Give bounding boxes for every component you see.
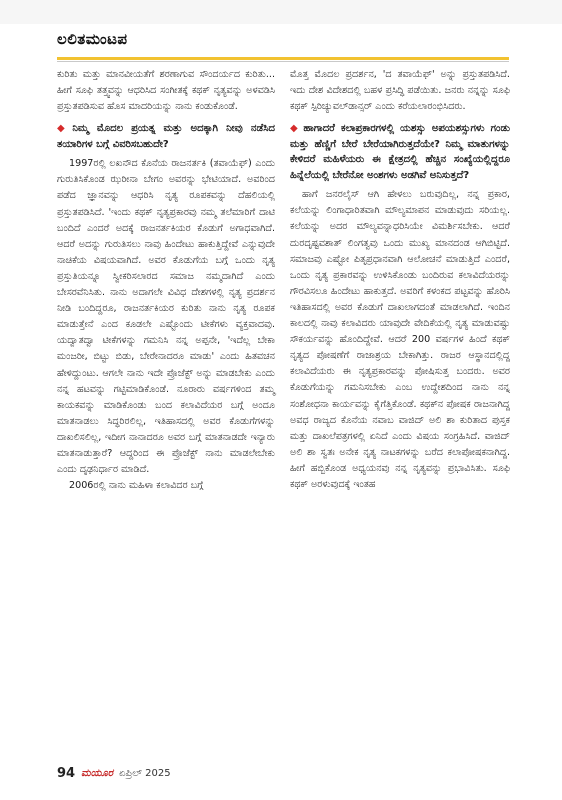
- page-footer: [57, 766, 171, 781]
- left-paragraph-2: 1997ರಲ್ಲಿ ಲಖನೌದ ಕೊನೆಯ ರಾಜನರ್ತಕಿ (ತವಾಯೆಫ್) ಎಂದು ಗುರುತಿಸಿಕೊಂಡ ಝರೀನಾ ಬೇಗಂ ಅವರನ್ನು ಭೇಟಿಯಾದೆ. ಅವರಿಂದ ಪಡೆದ ಜ್ಞಾನವನ್ನು ಆಧರಿಸಿ ನೃತ್ಯ ರೂಪಕವನ್ನು ದೆಹಲಿಯಲ್ಲಿ ಪ್ರಸ್ತುತಪಡಿಸಿದೆ. 'ಇಂದು ಕಥಕ್ ನೃತ್ಯಪ್ರಕಾರವು ನಮ್ಮ ತಲೆಮಾರಿಗೆ ದಾಟಿ ಬಂದಿದೆ ಎಂದರೆ ಅದಕ್ಕೆ ರಾಜನರ್ತಕಿಯರ ಕೊಡುಗೆ ಅಗಾಧವಾಗಿದೆ. ಆದರೆ ಅದನ್ನು ಗುರುತಿಸಲು ನಾವು ಹಿಂದೇಟು ಹಾಕುತ್ತಿದ್ದೇವೆ ಎನ್ನುವುದೇ ನಾಚಿಕೆಯ ವಿಷಯವಾಗಿದೆ. ಅವರ ಕೊಡುಗೆಯ ಬಗ್ಗೆ ಒಂದು ನೃತ್ಯ ಪ್ರಸ್ತುತಿಯನ್ನೂ ಸ್ವೀಕರಿಸಲಾರದ ಸಮಾಜ ನಮ್ಮದಾಗಿದೆ ಎಂದು ಬೇಸರವೆನಿಸಿತು. ನಾನು ಅದಾಗಲೇ ವಿವಿಧ ದೇಶಗಳಲ್ಲಿ ನೃತ್ಯ ಪ್ರದರ್ಶನ ನೀಡಿ ಬಂದಿದ್ದರೂ, ರಾಜನರ್ತಕಿಯರ ಕುರಿತು ನಾನು ನೃತ್ಯ ರೂಪಕ ಮಾಡುತ್ತೇನೆ ಎಂದ ಕೂಡಲೇ ಎಷ್ಟೊಂದು ಟೀಕೆಗಳು ವ್ಯಕ್ತವಾದವು. ಯದ್ವಾತದ್ವಾ ಟೀಕೆಗಳನ್ನು ಗಮನಿಸಿ ನನ್ನ ಅಪ್ಪನೇ, 'ಇದೆಲ್ಲ ಬೇಕಾ ಮಂಜರೀ, ಬಿಟ್ಟು ಬಿಡು, ಬೇರೇನಾದರೂ ಮಾಡು' ಎಂದು ಹಿತವಚನ ಹೇಳಿದ್ದುಂಟು. ಆಗಲೇ ನಾನು ಇದೇ ಪ್ರೊಜೆಕ್ಟ್ ಅನ್ನು ಮಾಡಬೇಕು ಎಂದು ನನ್ನ ಹಟವನ್ನು ಗಟ್ಟಿಮಾಡಿಕೊಂಡೆ. ನೂರಾರು ವರ್ಷಗಳಿಂದ ತಮ್ಮ ಕಾಯಕವನ್ನು ಮಾಡಿಕೊಂಡು ಬಂದ ಕಲಾವಿದೆಯರ ಬಗ್ಗೆ ಅಂದೂ ಮಾತನಾಡಲು ಸಿದ್ಧರಿರಲಿಲ್ಲ, ಇತಿಹಾಸದಲ್ಲಿ ಅವರ ಕೊಡುಗೆಗಳನ್ನು ದಾಖಲಿಸಲಿಲ್ಲ, ಇದೀಗ ನಾನಾದರೂ ಅವರ ಬಗ್ಗೆ ಮಾತನಾಡದೇ ಇನ್ಯಾರು ಮಾತನಾಡುತ್ತಾರೆ? ಆದ್ದರಿಂದ ಈ ಪ್ರೊಜೆಕ್ಟ್ ನಾನು ಮಾಡಲೇಬೇಕು ಎಂದು ದೃಢನಿರ್ಧಾರ ಮಾಡಿದೆ.: [57, 158, 275, 476]
- question-2: [290, 121, 510, 183]
- left-column: [57, 67, 275, 494]
- question-1: [57, 121, 275, 152]
- section-title: ಲಲಿತಮಂಟಪ: [57, 30, 128, 48]
- page-number: 94: [57, 766, 76, 781]
- page-header-bar: [0, 0, 562, 24]
- question-1-text: ನಿಮ್ಮ ಮೊದಲ ಪ್ರಯತ್ನ ಮತ್ತು ಅದಕ್ಕಾಗಿ ನೀವು ನಡೆಸಿದ ತಯಾರಿಗಳ ಬಗ್ಗೆ ವಿವರಿಸಬಹುದೇ?: [57, 123, 275, 150]
- section-rule: [57, 57, 509, 60]
- diamond-bullet-icon: ◆: [57, 123, 70, 135]
- right-paragraph-1: ಮೊತ್ತ ಮೊದಲ ಪ್ರದರ್ಶನ, 'ದ ತವಾಯೆಫ್' ಅನ್ನು ಪ್ರಸ್ತುತಪಡಿಸಿದೆ. ಇದು ದೇಶ ವಿದೇಶದಲ್ಲಿ ಬಹಳ ಪ್ರಸಿದ್ಧಿ ಪಡೆಯಿತು. ಜನರು ನನ್ನನ್ನು ಸೂಫಿ ಕಥಕ್ ಸ್ಪಿರಿಚ್ಯುವಲ್‌ಡಾನ್ಸರ್ ಎಂದು ಕರೆಯಲಾರಂಭಿಸಿದರು.: [290, 69, 510, 113]
- right-column: [290, 67, 510, 493]
- left-paragraph-3: 2006ರಲ್ಲಿ ನಾನು ಮಹಿಳಾ ಕಲಾವಿದರ ಬಗ್ಗೆ: [69, 480, 204, 492]
- left-paragraph-1: ಕುರಿತು ಮತ್ತು ಮಾನವೀಯತೆಗೆ ಶರಣಾಗುವ ಸೌಂದರ್ಯದ ಕುರಿತು... ಹೀಗೆ ಸೂಫಿ ತತ್ತ್ವವನ್ನು ಆಧರಿಸಿದ ಸಂಗೀತಕ್ಕೆ ಕಥಕ್ ನೃತ್ಯವನ್ನು ಅಳವಡಿಸಿ ಪ್ರಸ್ತುತಪಡಿಸುವ ಹೊಸ ಮಾದರಿಯನ್ನು ನಾನು ಕಂಡುಕೊಂಡೆ.: [57, 69, 275, 113]
- question-2-text: ಹಾಗಾದರೆ ಕಲಾಪ್ರಕಾರಗಳಲ್ಲಿ ಯಶಸ್ಸು ಅಪಯಶಸ್ಸುಗಳು ಗಂಡು ಮತ್ತು ಹೆಣ್ಣಿಗೆ ಬೇರೆ ಬೇರೆಯಾಗಿರುತ್ತದೆಯೇ? ನಿಮ್ಮ ಮಾತುಗಳನ್ನು ಕೇಳಿದರೆ ಮಹಿಳೆಯರು ಈ ಕ್ಷೇತ್ರದಲ್ಲಿ ಹೆಚ್ಚಿನ ಸಂಖ್ಯೆಯಲ್ಲಿದ್ದರೂ ಹಿನ್ನೆಲೆಯಲ್ಲಿ ಬೇರೆನೋ ಅಂಶಗಳು ಅಡಗಿವೆ ಅನಿಸುತ್ತದೆ?: [290, 123, 510, 181]
- issue-date: ಏಪ್ರಿಲ್ 2025: [118, 768, 171, 779]
- section-rule-thin: [57, 61, 509, 62]
- diamond-bullet-icon: ◆: [290, 123, 301, 135]
- right-paragraph-2: ಹಾಗೆ ಜನರಲೈಸ್ ಆಗಿ ಹೇಳಲು ಬರುವುದಿಲ್ಲ, ನನ್ನ ಪ್ರಕಾರ, ಕಲೆಯನ್ನು ಲಿಂಗಾಧಾರಿತವಾಗಿ ಮೌಲ್ಯಮಾಪನ ಮಾಡುವುದು ಸರಿಯಲ್ಲ. ಕಲೆಯನ್ನು ಅದರ ಮೌಲ್ಯವನ್ನಾಧರಿಸಿಯೇ ವಿಮರ್ಶಿಸಬೇಕು. ಆದರೆ ದುರದೃಷ್ಟವಶಾತ್ ಲಿಂಗತ್ವವು ಒಂದು ಮುಖ್ಯ ಮಾನದಂಡ ಆಗಿಬಿಟ್ಟಿದೆ. ಸಮಾಜವು ಎಷ್ಟೋ ಪಿತೃಪ್ರಧಾನವಾಗಿ ಆಲೋಚನೆ ಮಾಡುತ್ತಿದೆ ಎಂದರೆ, ಒಂದು ನೃತ್ಯ ಪ್ರಕಾರವನ್ನು ಉಳಿಸಿಕೊಂಡು ಬಂದಿರುವ ಕಲಾವಿದೆಯರನ್ನು ಗೌರವಿಸಲೂ ಹಿಂದೇಟು ಹಾಕುತ್ತದೆ. ಅವರಿಗೆ ಕಳಂಕದ ಪಟ್ಟವನ್ನು ಹೊರಿಸಿ ಇತಿಹಾಸದಲ್ಲಿ ಅವರ ಕೊಡುಗೆ ದಾಖಲಾಗದಂತೆ ಮಾಡಲಾಗಿದೆ. ಇಂದಿನ ಕಾಲದಲ್ಲಿ ನಾವು ಕಲಾವಿದರು ಯಾವುದೇ ವೇದಿಕೆಯಲ್ಲಿ ನೃತ್ಯ ಮಾಡುವಷ್ಟು ಸೌಕರ್ಯವನ್ನು ಹೊಂದಿದ್ದೇವೆ. ಆದರೆ 200 ವರ್ಷಗಳ ಹಿಂದೆ ಕಥಕ್ ನೃತ್ಯದ ಪೋಷಣೆಗೆ ರಾಜಾಶ್ರಯ ಬೇಕಾಗಿತ್ತು. ರಾಜರ ಆಸ್ಥಾನದಲ್ಲಿದ್ದ ಕಲಾವಿದೆಯರು ಈ ನೃತ್ಯಪ್ರಕಾರವನ್ನು ಪೋಷಿಸುತ್ತ ಬಂದರು. ಅವರ ಕೊಡುಗೆಯನ್ನು ಗಮನಿಸಬೇಕು ಎಂಬ ಉದ್ದೇಶದಿಂದ ನಾನು ನನ್ನ ಸಂಶೋಧನಾ ಕಾರ್ಯವನ್ನು ಕೈಗೆತ್ತಿಕೊಂಡೆ. ಕಥಕ್‌ನ ಪೋಷಕ ರಾಜನಾಗಿದ್ದ ಅವಧ ರಾಜ್ಯದ ಕೊನೆಯ ನವಾಬ ವಾಜಿದ್ ಅಲಿ ಶಾ ಕುರಿತಾದ ಪುಸ್ತಕ ಮತ್ತು ದಾಖಲೆಪತ್ರಗಳಲ್ಲಿ ಏನಿದೆ ಎಂದು ವಿಷಯ ಸಂಗ್ರಹಿಸಿದೆ. ವಾಜಿದ್ ಅಲಿ ಶಾ ಸ್ವತಃ ಅನೇಕ ನೃತ್ಯ ನಾಟಕಗಳನ್ನು ಬರೆದ ಕಲಾಪೋಷಕನಾಗಿದ್ದ. ಹೀಗೆ ಹಬ್ಬಿಕೊಂಡ ಅಧ್ಯಯನವು ನನ್ನ ನೃತ್ಯವನ್ನು ಪ್ರಭಾವಿಸಿತು. ಸೂಫಿ ಕಥಕ್ ಅರಳುವುದಕ್ಕೆ ಇಂತಹ: [290, 189, 510, 490]
- magazine-logo: ಮಯೂರ: [81, 768, 113, 779]
